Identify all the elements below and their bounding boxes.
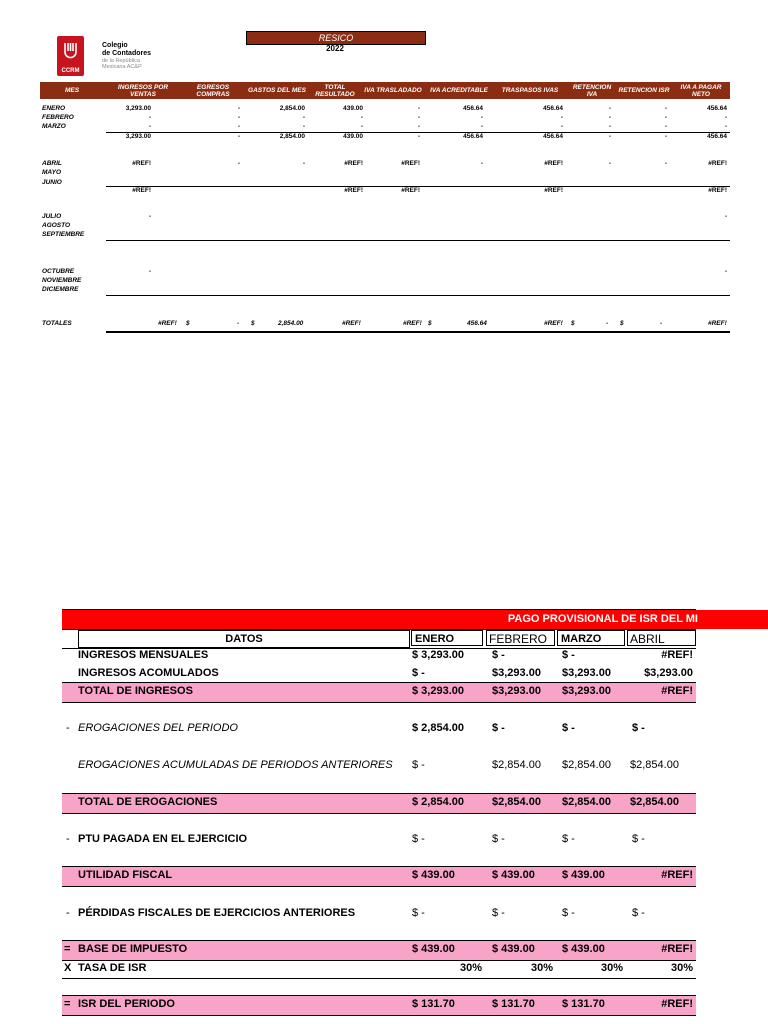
cell-enero: $ 2,854.00	[412, 796, 464, 808]
cell: -	[417, 105, 420, 112]
cell: 2,854.00	[279, 133, 305, 140]
header-iva-pagar: IVA A PAGAR NETO	[680, 83, 722, 98]
cell-abril: #REF!	[661, 685, 693, 697]
q4-total-line	[106, 295, 730, 296]
org-name-line4: Mexicana AC&P	[102, 64, 142, 70]
cell: -	[148, 114, 151, 121]
row-isr-periodo	[62, 995, 696, 1016]
cell-febrero: $ -	[492, 833, 505, 845]
cell-abril: #REF!	[661, 649, 693, 661]
header-gastos: GASTOS DEL MES	[248, 87, 306, 94]
cell: #REF!	[544, 160, 563, 167]
cell: -	[148, 213, 151, 220]
cell: -	[148, 123, 151, 130]
cell-abril: $2,854.00	[630, 759, 679, 771]
cell: -	[237, 133, 240, 140]
cell: $	[571, 320, 575, 327]
cell: -	[724, 123, 727, 130]
cell-marzo: $ -	[562, 833, 575, 845]
cell: 3,293.00	[125, 133, 151, 140]
cell: -	[608, 160, 611, 167]
cell-enero: $ 3,293.00	[412, 685, 464, 697]
cell: -	[237, 123, 240, 130]
month-mayo: MAYO	[42, 169, 62, 176]
pago-title-bar	[62, 610, 768, 629]
cell: -	[660, 320, 663, 327]
cell-abril: $3,293.00	[644, 667, 693, 679]
cell-abril: $ -	[632, 833, 645, 845]
total-iva-pagar: #REF!	[708, 320, 727, 327]
col-header-row	[62, 629, 696, 649]
cell-febrero: $ -	[492, 649, 505, 661]
cell-enero: $ 3,293.00	[412, 649, 464, 661]
header-egresos: EGRESOS COMPRAS	[196, 83, 230, 98]
cell-enero: $ 2,854.00	[412, 722, 464, 734]
label: BASE DE IMPUESTO	[78, 943, 188, 955]
cell-abril: #REF!	[661, 998, 693, 1010]
cell: -	[480, 123, 483, 130]
label: PTU PAGADA EN EL EJERCICIO	[78, 833, 248, 845]
cell: 456.64	[543, 105, 563, 112]
cell: -	[664, 133, 667, 140]
cell-abril: $ -	[632, 907, 645, 919]
cell-enero: $ -	[412, 667, 425, 679]
header-mes: MES	[64, 87, 80, 94]
row-perdidas-fiscales	[62, 905, 696, 923]
month-octubre: OCTUBRE	[42, 268, 75, 275]
cell-enero: $ 131.70	[412, 998, 455, 1010]
ccrm-logo	[57, 36, 84, 76]
cell-febrero: $ 131.70	[492, 998, 535, 1010]
header-abril: ABRIL	[627, 630, 696, 646]
prefix: =	[64, 943, 71, 955]
cell: 456.64	[707, 105, 727, 112]
cell: -	[360, 114, 363, 121]
cell: 439.00	[343, 105, 363, 112]
cell-enero: 30%	[460, 962, 483, 974]
q3-total-line	[106, 240, 730, 241]
cell: $	[620, 320, 624, 327]
header-ingresos: INGRESOS POR VENTAS	[117, 83, 169, 98]
cell: 456.64	[707, 133, 727, 140]
label: UTILIDAD FISCAL	[78, 869, 173, 881]
row-total-erogaciones	[62, 793, 696, 814]
row-utilidad-fiscal	[62, 866, 696, 887]
cell: -	[237, 160, 240, 167]
cell: 2,854.00	[279, 105, 305, 112]
month-diciembre: DICIEMBRE	[42, 286, 79, 293]
cell: #REF!	[708, 187, 727, 194]
header-iva-trasladado: IVA TRASLADADO	[364, 87, 422, 94]
month-noviembre: NOVIEMBRE	[42, 277, 82, 284]
cell: #REF!	[708, 160, 727, 167]
cell: -	[237, 114, 240, 121]
cell: 3,293.00	[125, 105, 151, 112]
label: INGRESOS ACOMULADOS	[78, 667, 219, 679]
cell: #REF!	[344, 160, 363, 167]
row-tasa-isr	[62, 960, 696, 979]
prefix: X	[64, 962, 72, 974]
month-junio: JUNIO	[42, 179, 62, 186]
resico-banner: RESICO	[246, 31, 426, 45]
label: TASA DE ISR	[78, 962, 147, 974]
cell-febrero: $ 439.00	[492, 869, 535, 881]
logo-text: CCRM	[61, 68, 80, 74]
cell-abril: 30%	[670, 962, 693, 974]
row-erogaciones-periodo	[62, 720, 696, 738]
cell-abril: $ -	[632, 722, 645, 734]
row-erogaciones-acumuladas	[62, 757, 696, 775]
cell: -	[664, 114, 667, 121]
header-traspasos: TRASPASOS IVAS	[501, 87, 559, 94]
total-resultado: #REF!	[342, 320, 361, 327]
cell: -	[417, 123, 420, 130]
cell: -	[360, 123, 363, 130]
label: EROGACIONES ACUMULADAS DE PERIODOS ANTERIORES	[78, 759, 393, 771]
cell: -	[480, 160, 483, 167]
label: PÉRDIDAS FISCALES DE EJERCICIOS ANTERIORES	[78, 907, 356, 919]
org-name-line1: Colegio	[102, 42, 128, 49]
cell-febrero: 30%	[531, 962, 554, 974]
header-marzo: MARZO	[557, 630, 625, 646]
org-name-line3: de la República	[102, 58, 140, 64]
cell: -	[664, 105, 667, 112]
cell: -	[606, 320, 609, 327]
cell-marzo: $ -	[562, 649, 575, 661]
prefix: -	[66, 722, 70, 734]
year-label: 2022	[326, 44, 344, 53]
cell: -	[480, 114, 483, 121]
cell-marzo: $2,854.00	[562, 796, 611, 808]
cell: #REF!	[132, 160, 151, 167]
cell-enero: $ -	[412, 833, 425, 845]
cell: -	[608, 105, 611, 112]
total-ingresos: #REF!	[158, 320, 177, 327]
cell: -	[664, 123, 667, 130]
cell: #REF!	[401, 160, 420, 167]
cell: -	[664, 160, 667, 167]
month-febrero: FEBRERO	[42, 114, 74, 121]
row-base-impuesto	[62, 940, 696, 961]
cell: 456.64	[463, 133, 483, 140]
cell: -	[724, 268, 727, 275]
cell-febrero: $2,854.00	[492, 759, 541, 771]
label: ISR DEL PERIODO	[78, 998, 175, 1010]
totales-line	[106, 331, 730, 333]
cell-marzo: $3,293.00	[562, 667, 611, 679]
cell: #REF!	[544, 187, 563, 194]
row-ingresos-mensuales	[62, 647, 696, 665]
cell: -	[560, 114, 563, 121]
pago-title: PAGO PROVISIONAL DE ISR DEL MI	[507, 613, 698, 625]
cell-marzo: $ -	[562, 907, 575, 919]
cell: -	[608, 123, 611, 130]
month-agosto: AGOSTO	[42, 222, 71, 229]
header-retencion-isr: RETENCION ISR	[618, 87, 670, 94]
cell: -	[417, 114, 420, 121]
cell-abril: $2,854.00	[630, 796, 679, 808]
cell: -	[724, 213, 727, 220]
cell-febrero: $ -	[492, 722, 505, 734]
cell: -	[237, 105, 240, 112]
summary-header-bar	[40, 82, 730, 99]
cell: -	[560, 123, 563, 130]
cell: -	[302, 114, 305, 121]
org-name-line2: de Contadores	[102, 50, 152, 57]
cell: 456.64	[463, 105, 483, 112]
label: EROGACIONES DEL PERIODO	[78, 722, 238, 734]
cell: $	[251, 320, 255, 327]
month-enero: ENERO	[42, 105, 66, 112]
cell-marzo: $2,854.00	[562, 759, 611, 771]
header-total-resultado: TOTAL RESULTADO	[315, 83, 355, 98]
month-marzo: MARZO	[42, 123, 66, 130]
cell: -	[237, 320, 240, 327]
cell: -	[302, 160, 305, 167]
total-gastos: 2,854.00	[278, 320, 304, 327]
cell-abril: #REF!	[661, 869, 693, 881]
cell-enero: $ -	[412, 759, 425, 771]
cell-febrero: $3,293.00	[492, 685, 541, 697]
totales-label: TOTALES	[42, 320, 72, 327]
row-ptu	[62, 831, 696, 849]
cell-enero: $ 439.00	[412, 869, 455, 881]
cell: #REF!	[132, 187, 151, 194]
header-iva-acreditable: IVA ACREDITABLE	[430, 87, 488, 94]
total-iva-trasladado: #REF!	[403, 320, 422, 327]
cell-febrero: $2,854.00	[492, 796, 541, 808]
cell-febrero: $3,293.00	[492, 667, 541, 679]
cell-enero: $ -	[412, 907, 425, 919]
cell-marzo: $ 439.00	[562, 943, 605, 955]
cell-febrero: $ -	[492, 907, 505, 919]
cell: #REF!	[401, 187, 420, 194]
header-enero: ENERO	[411, 630, 483, 646]
header-retencion-iva: RETENCION IVA	[572, 83, 612, 98]
cell: -	[302, 123, 305, 130]
hand-icon	[63, 41, 78, 61]
label: TOTAL DE INGRESOS	[78, 685, 193, 697]
cell: -	[608, 114, 611, 121]
prefix: =	[64, 998, 71, 1010]
cell: -	[608, 133, 611, 140]
cell: #REF!	[344, 187, 363, 194]
prefix: -	[66, 907, 70, 919]
cell: -	[148, 268, 151, 275]
label: TOTAL DE EROGACIONES	[78, 796, 218, 808]
row-total-ingresos	[62, 682, 696, 703]
cell: 456.64	[543, 133, 563, 140]
cell-marzo: 30%	[601, 962, 624, 974]
cell-marzo: $ 131.70	[562, 998, 605, 1010]
cell-marzo: $ 439.00	[562, 869, 605, 881]
total-traspasos: #REF!	[544, 320, 563, 327]
month-julio: JULIO	[42, 213, 62, 220]
row-ingresos-acomulados	[62, 665, 696, 683]
month-abril: ABRIL	[42, 160, 62, 167]
month-septiembre: SEPTIEMBRE	[42, 231, 85, 238]
cell-marzo: $3,293.00	[562, 685, 611, 697]
prefix: -	[66, 833, 70, 845]
header-datos: DATOS	[78, 630, 410, 648]
cell: 439.00	[343, 133, 363, 140]
cell-marzo: $ -	[562, 722, 575, 734]
cell: -	[724, 114, 727, 121]
total-iva-acreditable: 456.64	[467, 320, 487, 327]
cell: -	[417, 133, 420, 140]
cell-abril: #REF!	[661, 943, 693, 955]
cell-febrero: $ 439.00	[492, 943, 535, 955]
header-febrero: FEBRERO	[486, 630, 555, 646]
cell: $	[186, 320, 190, 327]
label: INGRESOS MENSUALES	[78, 649, 209, 661]
cell-enero: $ 439.00	[412, 943, 455, 955]
cell: $	[428, 320, 432, 327]
